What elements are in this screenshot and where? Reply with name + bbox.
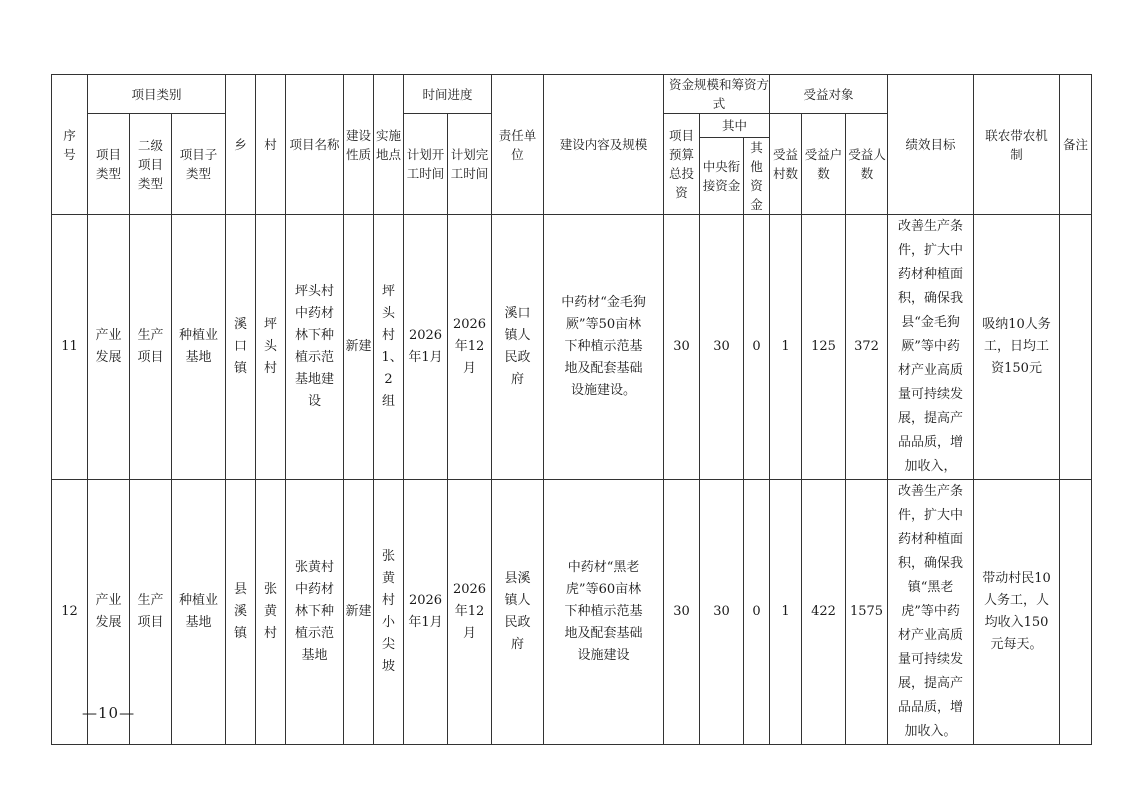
table-row	[52, 480, 1092, 745]
header-mechanism: 联农带农机制	[974, 75, 1060, 215]
header-among: 其中	[700, 114, 770, 138]
cell-village: 张黄村	[256, 480, 286, 745]
header-benef-people: 受益人数	[846, 114, 888, 215]
cell-start-time: 2026年1月	[404, 215, 448, 480]
cell-content: 中药材“黑老虎”等60亩林下种植示范基地及配套基础设施建设	[544, 480, 664, 745]
cell-township: 县溪镇	[226, 480, 256, 745]
header-total-budget: 项目预算总投资	[664, 114, 700, 215]
header-goals: 绩效目标	[888, 75, 974, 215]
header-township: 乡	[226, 75, 256, 215]
cell-project-type: 产业发展	[88, 215, 130, 480]
cell-benef-villages: 1	[770, 480, 802, 745]
cell-mechanism: 带动村民10人务工，人均收入150元每天。	[974, 480, 1060, 745]
cell-benef-people: 1575	[846, 480, 888, 745]
cell-benef-households: 422	[802, 480, 846, 745]
header-beneficiaries: 受益对象	[770, 75, 888, 114]
header-end-time: 计划完工时间	[448, 114, 492, 215]
cell-other-funds: 0	[744, 215, 770, 480]
cell-build-nature: 新建	[344, 215, 374, 480]
header-category: 项目类别	[88, 75, 226, 114]
header-start-time: 计划开工时间	[404, 114, 448, 215]
project-table	[51, 74, 1092, 745]
cell-total-budget: 30	[664, 480, 700, 745]
cell-responsible: 溪口镇人民政府	[492, 215, 544, 480]
header-responsible: 责任单位	[492, 75, 544, 215]
header-central-funds: 中央衔接资金	[700, 138, 744, 215]
header-benef-households: 受益户数	[802, 114, 846, 215]
header-level2-type: 二级项目类型	[130, 114, 172, 215]
cell-benef-people: 372	[846, 215, 888, 480]
header-sub-type: 项目子类型	[172, 114, 226, 215]
cell-remarks	[1060, 480, 1092, 745]
cell-benef-households: 125	[802, 215, 846, 480]
cell-level2-type: 生产项目	[130, 215, 172, 480]
cell-build-nature: 新建	[344, 480, 374, 745]
cell-other-funds: 0	[744, 480, 770, 745]
cell-start-time: 2026年1月	[404, 480, 448, 745]
cell-goals: 改善生产条件，扩大中药材种植面积，确保我镇“黑老虎”等中药材产业高质量可持续发展，提高产品品质，增加收入。	[888, 480, 974, 745]
header-funding: 资金规模和筹资方式	[664, 75, 770, 114]
cell-content: 中药材“金毛狗厥”等50亩林下种植示范基地及配套基础设施建设。	[544, 215, 664, 480]
cell-sub-type: 种植业基地	[172, 480, 226, 745]
cell-total-budget: 30	[664, 215, 700, 480]
cell-central-funds: 30	[700, 480, 744, 745]
header-village: 村	[256, 75, 286, 215]
page-number: —10—	[82, 704, 136, 722]
header-content: 建设内容及规模	[544, 75, 664, 215]
cell-seq: 12	[52, 480, 88, 745]
cell-sub-type: 种植业基地	[172, 215, 226, 480]
header-project-name: 项目名称	[286, 75, 344, 215]
cell-township: 溪口镇	[226, 215, 256, 480]
header-project-type: 项目类型	[88, 114, 130, 215]
header-remarks: 备注	[1060, 75, 1092, 215]
header-seq: 序号	[52, 75, 88, 215]
cell-end-time: 2026年12月	[448, 215, 492, 480]
cell-level2-type: 生产项目	[130, 480, 172, 745]
cell-village: 坪头村	[256, 215, 286, 480]
cell-location: 张黄村小尖坡	[374, 480, 404, 745]
cell-project-name: 张黄村中药材林下种植示范基地	[286, 480, 344, 745]
cell-responsible: 县溪镇人民政府	[492, 480, 544, 745]
header-build-nature: 建设性质	[344, 75, 374, 215]
table-row	[52, 215, 1092, 480]
cell-seq: 11	[52, 215, 88, 480]
cell-remarks	[1060, 215, 1092, 480]
header-location: 实施地点	[374, 75, 404, 215]
cell-project-name: 坪头村中药材林下种植示范基地建设	[286, 215, 344, 480]
cell-location: 坪头村1、2组	[374, 215, 404, 480]
header-other-funds: 其他资金	[744, 138, 770, 215]
cell-goals: 改善生产条件，扩大中药材种植面积，确保我县“金毛狗厥”等中药材产业高质量可持续发展，提高产品品质，增加收入，	[888, 215, 974, 480]
cell-central-funds: 30	[700, 215, 744, 480]
cell-project-type: 产业发展	[88, 480, 130, 745]
cell-benef-villages: 1	[770, 215, 802, 480]
cell-mechanism: 吸纳10人务工，日均工资150元	[974, 215, 1060, 480]
header-schedule: 时间进度	[404, 75, 492, 114]
header-benef-villages: 受益村数	[770, 114, 802, 215]
cell-end-time: 2026年12月	[448, 480, 492, 745]
